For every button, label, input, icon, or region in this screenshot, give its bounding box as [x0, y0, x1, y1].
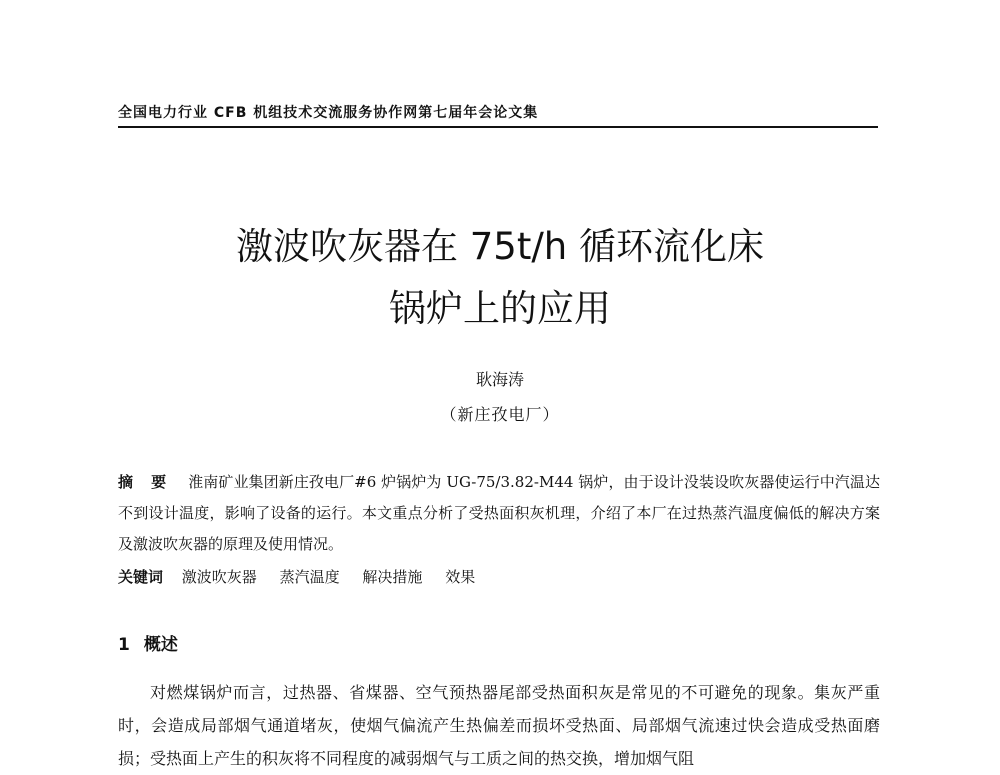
keywords [118, 566, 880, 587]
running-header: 全国电力行业 CFB 机组技术交流服务协作网第七届年会论文集 [118, 105, 539, 121]
keywords-label: 关键词 [118, 568, 164, 586]
author-affiliation: （新庄孜电厂） [440, 405, 560, 424]
keyword-item: 解决措施 [362, 568, 423, 586]
paper-title-line-2: 锅炉上的应用 [389, 287, 611, 330]
abstract-text: 淮南矿业集团新庄孜电厂#6 炉锅炉为 UG-75/3.82-M44 锅炉，由于设计没装设吹灰器使运行中汽温达不到设计温度，影响了设备的运行。本文重点分析了受热面积灰机理，介绍了本厂在过热蒸汽温度偏低的解决方案及激波吹灰器的原理及使用情况。 [118, 473, 880, 553]
abstract [118, 467, 880, 560]
section-number: 1 [118, 635, 130, 655]
abstract-label: 摘要 [118, 473, 185, 491]
paper-title-line-1: 激波吹灰器在 75t/h 循环流化床 [235, 225, 765, 268]
keyword-item: 蒸汽温度 [279, 568, 340, 586]
section-heading [118, 630, 178, 655]
author-name: 耿海涛 [475, 370, 524, 389]
header-rule [118, 126, 878, 128]
keyword-item: 效果 [445, 568, 476, 586]
keyword-item: 激波吹灰器 [181, 568, 257, 586]
section-title: 概述 [143, 635, 178, 655]
section-paragraph: 对燃煤锅炉而言，过热器、省煤器、空气预热器尾部受热面积灰是常见的不可避免的现象。集灰严重时，会造成局部烟气通道堵灰，使烟气偏流产生热偏差而损坏受热面、局部烟气流速过快会造成受热面磨损；受热面上产生的积灰将不同程度的减弱烟气与工质之间的热交换，增加烟气阻 [118, 683, 880, 768]
